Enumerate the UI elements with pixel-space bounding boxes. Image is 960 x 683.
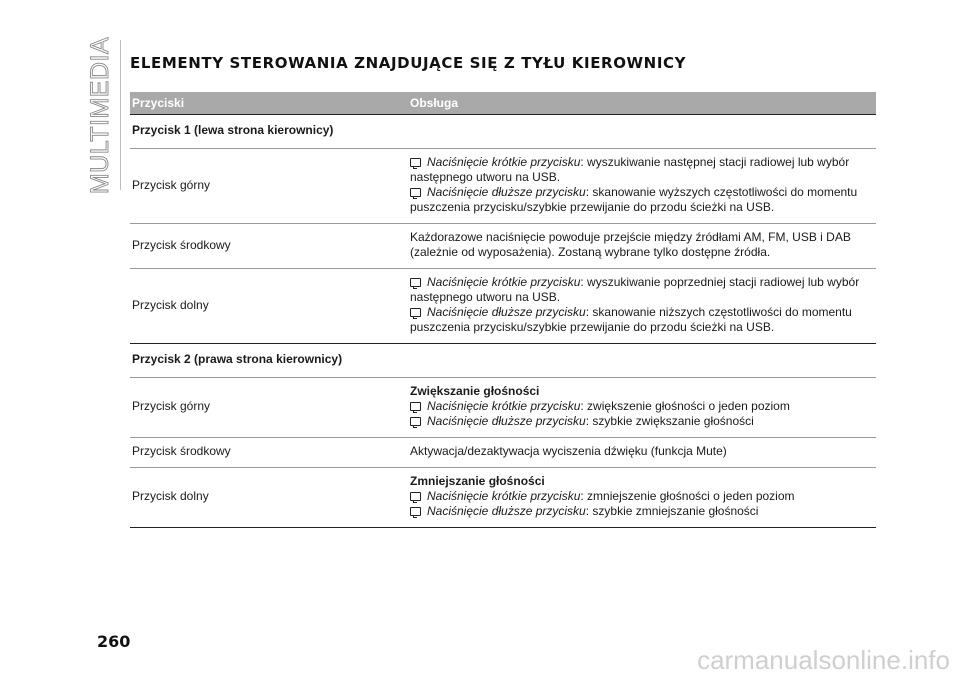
table-row (130, 268, 876, 343)
button-name-cell (130, 269, 410, 343)
operation-item (410, 155, 876, 185)
button-name-cell (130, 438, 410, 467)
button-name-cell (130, 468, 410, 527)
bullet-icon (410, 158, 421, 167)
side-divider (120, 40, 121, 190)
press-description: : zwiększenie głośności o jeden poziom (580, 399, 790, 413)
bullet-icon (410, 188, 421, 197)
table-row (130, 377, 876, 437)
press-description: : zmniejszenie głośności o jeden poziom (580, 489, 795, 503)
operation-cell (410, 224, 876, 268)
button-name: Przycisk środkowy (132, 444, 231, 458)
controls-table (130, 92, 876, 528)
press-type: Naciśnięcie dłuższe przycisku (427, 414, 586, 428)
button-name: Przycisk dolny (132, 297, 209, 312)
button-name: Przycisk dolny (132, 489, 209, 503)
button-name: Przycisk górny (132, 399, 211, 413)
bullet-icon (410, 417, 421, 426)
operation-cell (410, 378, 876, 437)
button-name: Przycisk górny (132, 177, 211, 192)
bullet-icon (410, 402, 421, 411)
press-description: : wyszukiwanie następnej stacji radiowej lub wybór następnego utworu na USB. (410, 155, 850, 184)
press-type: Naciśnięcie dłuższe przycisku (427, 305, 586, 319)
operation-cell (410, 149, 876, 223)
operation-text: Każdorazowe naciśnięcie powoduje przejście między źródłami AM, FM, USB i DAB (zależnie od wyposażenia). Zostaną wybrane tylko dostępne źródła. (410, 230, 851, 259)
press-description: : wyszukiwanie poprzedniej stacji radiowej lub wybór następnego utworu na USB. (410, 275, 860, 304)
operation-heading: Zmniejszanie głośności (410, 474, 545, 488)
side-section-label (84, 36, 118, 194)
operation-cell (410, 438, 876, 467)
table-row (130, 467, 876, 528)
press-type: Naciśnięcie krótkie przycisku (427, 155, 581, 169)
bullet-icon (410, 278, 421, 287)
table-header (130, 92, 876, 114)
bullet-icon (410, 308, 421, 317)
page-title: ELEMENTY STEROWANIA ZNAJDUJĄCE SIĘ Z TYŁU KIEROWNICY (130, 54, 687, 72)
operation-text: Aktywacja/dezaktywacja wyciszenia dźwięku (funkcja Mute) (410, 444, 727, 458)
operation-item (410, 504, 876, 519)
button-name: Przycisk środkowy (132, 237, 231, 252)
press-description: : szybkie zmniejszanie głośności (585, 504, 759, 518)
press-type: Naciśnięcie dłuższe przycisku (427, 504, 586, 518)
operation-item (410, 414, 876, 429)
operation-item (410, 275, 876, 305)
press-description: : szybkie zwiększanie głośności (585, 414, 754, 428)
page-number: 260 (97, 632, 131, 651)
table-body (130, 114, 876, 528)
table-row (130, 223, 876, 268)
section-title: Przycisk 2 (prawa strona kierownicy) (130, 343, 876, 377)
press-type: Naciśnięcie krótkie przycisku (427, 489, 581, 503)
header-operation: Obsługa (410, 95, 459, 110)
operation-item (410, 399, 876, 414)
press-description: : skanowanie wyższych częstotliwości do momentu puszczenia przycisku/szybkie przewijanie do przodu ścieżki na USB. (410, 185, 858, 214)
button-name-cell (130, 224, 410, 268)
operation-cell (410, 468, 876, 527)
bullet-icon (410, 492, 421, 501)
operation-item (410, 489, 876, 504)
button-name-cell (130, 378, 410, 437)
section-title: Przycisk 1 (lewa strona kierownicy) (130, 114, 876, 148)
operation-item (410, 185, 876, 215)
watermark: carmanualsonline.info (697, 645, 950, 675)
table-row (130, 437, 876, 467)
operation-heading: Zwiększanie głośności (410, 384, 540, 398)
bullet-icon (410, 507, 421, 516)
press-type: Naciśnięcie dłuższe przycisku (427, 185, 586, 199)
table-row (130, 148, 876, 223)
operation-cell (410, 269, 876, 343)
press-type: Naciśnięcie krótkie przycisku (427, 399, 581, 413)
operation-item (410, 305, 876, 335)
button-name-cell (130, 149, 410, 223)
press-type: Naciśnięcie krótkie przycisku (427, 275, 581, 289)
header-buttons: Przyciski (132, 95, 185, 110)
side-section-label-text: MULTIMEDIA (86, 36, 115, 194)
press-description: : skanowanie niższych częstotliwości do momentu puszczenia przycisku/szybkie przewijanie do przodu ścieżki na USB. (410, 305, 852, 334)
